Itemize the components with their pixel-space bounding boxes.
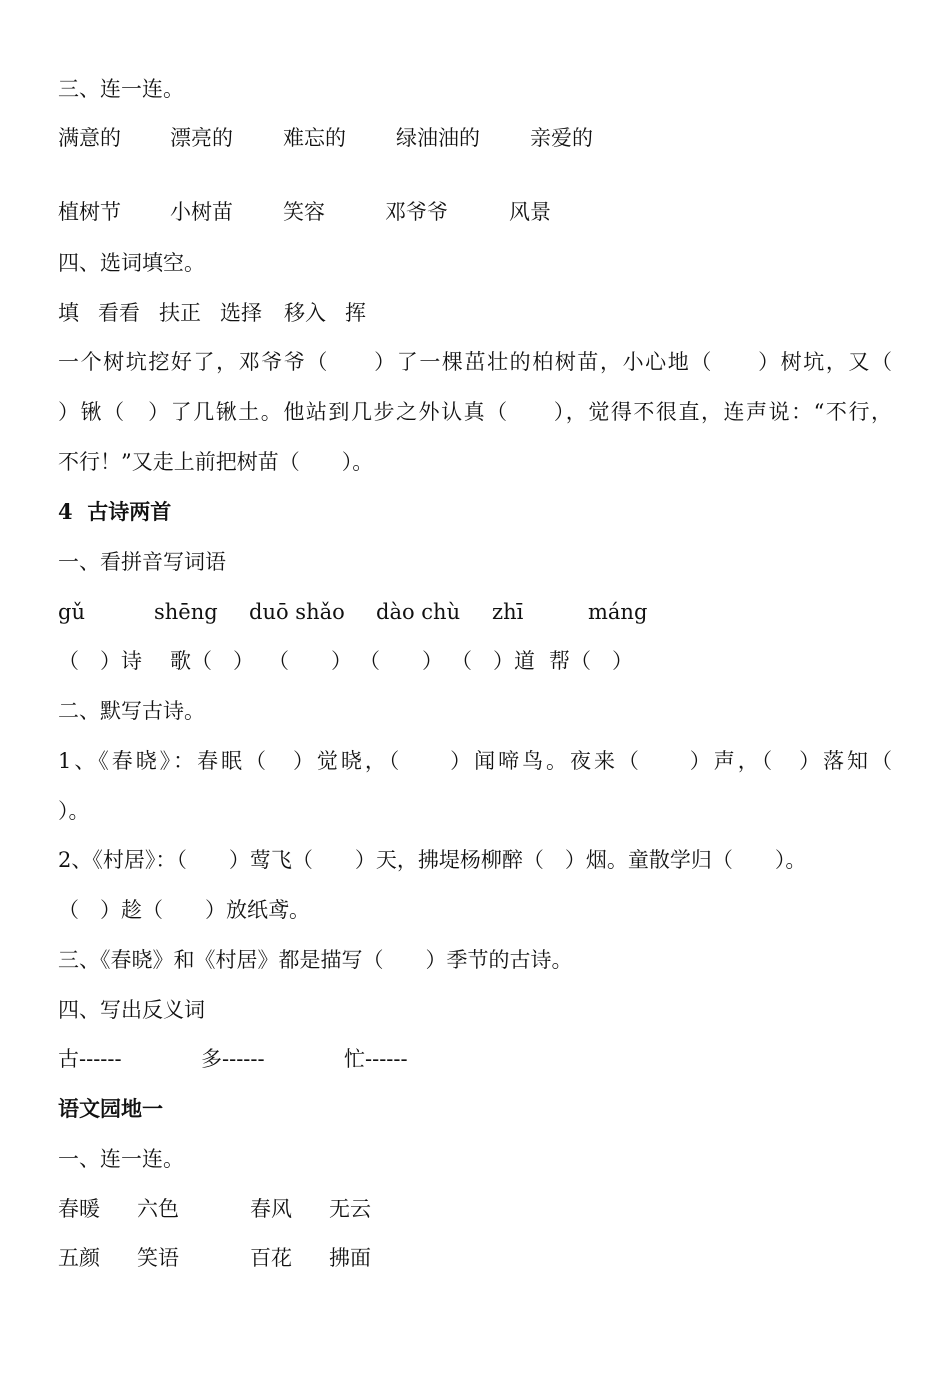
match-item: 五颜 [58,1246,100,1270]
match-item: 满意的 [58,126,121,150]
match-item: 亲爱的 [530,126,593,150]
lesson-title: 4 古诗两首 [58,499,172,524]
word-bank-item: 选择 [220,301,262,325]
match-item: 春暖 [58,1197,100,1221]
match-item: 风景 [509,200,551,224]
match-item: 邓爷爷 [385,200,448,224]
section4-heading: 四、选词填空。 [58,251,205,275]
question-line: 三、《春晓》和《村居》都是描写（ ）季节的古诗。 [58,948,573,972]
word-bank-item: 填 [58,301,79,325]
poem-line: 2、《村居》：（ ）莺飞（ ）天，拂堤杨柳醉（ ）烟。童散学归（ ）。 [58,848,807,872]
match-item: 植树节 [58,200,121,224]
pinyin-item: duō shǎo [249,600,345,624]
passage-line: ）锹（ ）了几锹土。他站到几步之外认真（ ），觉得不很直，连声说：“不行， [58,400,892,424]
match-item: 漂亮的 [170,126,233,150]
poem-line: 1、《春晓》：春眠（ ）觉晓，（ ）闻啼鸟。夜来（ ）声，（ ）落知（ [58,749,892,773]
word-bank-item: 移入 [284,301,326,325]
match-item: 六色 [137,1197,179,1221]
blank-item: （ ）诗 [58,649,142,673]
antonym-item: 多------ [201,1047,265,1071]
poem-line: （ ）趁（ ）放纸鸢。 [58,898,310,922]
match-item: 难忘的 [283,126,346,150]
match-row [58,1243,418,1393]
match-item: 百花 [250,1246,292,1270]
blank-item: 帮（ ） [549,649,633,673]
passage-line: 一个树坑挖好了，邓爷爷（ ）了一棵茁壮的柏树苗，小心地（ ）树坑，又（ [58,350,892,374]
pinyin-item: gǔ [58,600,85,624]
match-item: 笑语 [137,1246,179,1270]
antonym-item: 忙------ [344,1047,408,1071]
section3-heading: 三、连一连。 [58,77,184,101]
blank-item: （ ） [359,649,443,673]
word-bank-item: 挥 [345,301,366,325]
blank-item: （ ）道 [451,649,535,673]
match-item: 拂面 [329,1246,371,1270]
poem-line: ）。 [58,799,90,823]
passage-line: 不行！”又走上前把树苗（ ）。 [58,450,374,474]
word-bank-item: 扶正 [159,301,201,325]
blank-item: （ ） [268,649,352,673]
question-heading: 一、连一连。 [58,1147,184,1171]
match-item: 无云 [329,1197,371,1221]
blank-item: 歌（ ） [170,649,254,673]
match-item: 春风 [250,1197,292,1221]
pinyin-item: zhī [492,600,524,624]
section-title: 语文园地一 [58,1096,163,1121]
pinyin-item: dào chù [376,600,461,624]
question-heading: 四、写出反义词 [58,998,205,1022]
word-bank-item: 看看 [98,301,140,325]
pinyin-item: shēng [154,600,218,624]
match-item: 笑容 [283,200,325,224]
match-item: 小树苗 [170,200,233,224]
question-heading: 二、默写古诗。 [58,699,205,723]
match-item: 绿油油的 [396,126,480,150]
pinyin-item: máng [588,600,648,624]
question-heading: 一、看拼音写词语 [58,550,226,574]
antonym-item: 古------ [58,1047,122,1071]
